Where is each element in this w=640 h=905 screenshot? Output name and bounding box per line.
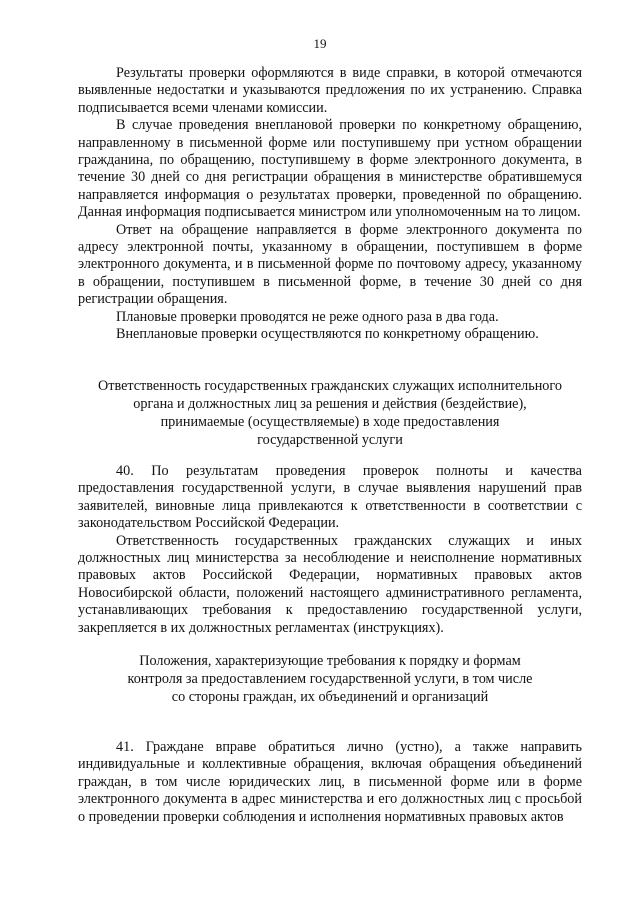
paragraph: В случае проведения внеплановой проверки по конкретному обращению, направленному в письменной форме или поступившему при устном обращении гражданина, по обращению, поступившему в форме электронного документа, в течение 30 дней со дня регистрации обращения в министерстве обратившемуся направляется информация о результатах проверки, проведенной по обращению. Данная информация подписывается министром или уполномоченным на то лицом. xyxy=(78,117,582,221)
paragraph: Плановые проверки проводятся не реже одного раза в два года. xyxy=(116,308,499,325)
paragraph: Внеплановые проверки осуществляются по конкретному обращению. xyxy=(116,326,539,343)
heading-line: Ответственность государственных гражданских служащих исполнительного xyxy=(98,378,562,394)
text-block-section-40 xyxy=(78,463,582,637)
section-heading-control-requirements xyxy=(78,652,582,706)
paragraph: Ответ на обращение направляется в форме электронного документа по адресу электронной почты, указанному в обращении, поступившем в форме электронного документа, и в письменной форме по почтовому адресу, указанному в обращении, поступившем в письменной форме, в течение 30 дней со дня регистрации обращения. xyxy=(78,221,582,308)
page-number: 19 xyxy=(313,36,327,51)
text-block-results xyxy=(78,65,582,344)
section-heading-responsibility xyxy=(78,377,582,449)
heading-line: государственной услуги xyxy=(257,432,403,448)
paragraph: Результаты проверки оформляются в виде справки, в которой отмечаются выявленные недостатки и указываются предложения по их устранению. Справка подписывается всеми членами комиссии. xyxy=(78,65,582,116)
paragraph: 40. По результатам проведения проверок полноты и качества предоставления государственной услуги, в случае выявления нарушений прав заявителей, виновные лица привлекаются к ответственности в соответствии с законодательством Российской Федерации. xyxy=(78,463,582,532)
text-block-section-41 xyxy=(78,739,582,826)
heading-line: органа и должностных лиц за решения и действия (бездействие), xyxy=(133,396,527,412)
paragraph: Ответственность государственных гражданских служащих и иных должностных лиц министерства за несоблюдение и неисполнение нормативных правовых актов Российской Федерации, нормативных правовых актов Новосибирской области, положений настоящего административного регламента, устанавливающих требования к предоставлению государственной услуги, закрепляется в их должностных регламентах (инструкциях). xyxy=(78,532,582,636)
paragraph: 41. Граждане вправе обратиться лично (устно), а также направить индивидуальные и коллективные обращения, включая обращения объединений граждан, в том числе юридических лиц, в письменной форме или в форме электронного документа в адрес министерства и его должностных лиц с просьбой о проведении проверки соблюдения и исполнения нормативных правовых актов xyxy=(78,739,582,825)
heading-line: контроля за предоставлением государственной услуги, в том числе xyxy=(127,671,533,687)
heading-line: Положения, характеризующие требования к порядку и формам xyxy=(139,653,521,669)
heading-line: принимаемые (осуществляемые) в ходе предоставления xyxy=(160,414,500,430)
heading-line: со стороны граждан, их объединений и организаций xyxy=(171,689,489,705)
